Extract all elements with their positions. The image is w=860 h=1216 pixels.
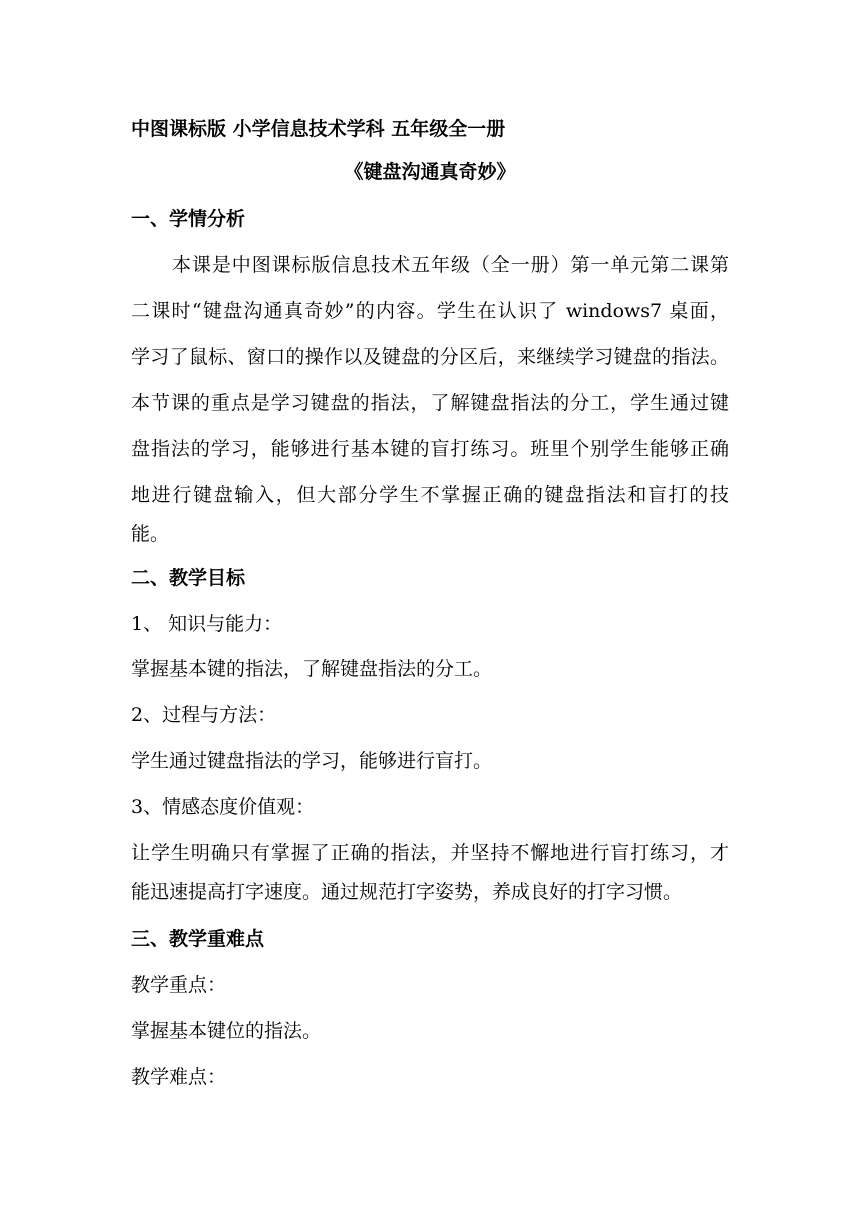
paragraph-line: 地进行键盘输入，但大部分学生不掌握正确的键盘指法和盲打的技: [131, 484, 729, 506]
goal-text-emotion-line: 能迅速提高打字速度。通过规范打字姿势，养成良好的打字习惯。: [131, 881, 683, 903]
paragraph-line: 二课时“键盘沟通真奇妙”的内容。学生在认识了 windows7 桌面，: [131, 300, 729, 322]
focus-label: 教学重点：: [131, 974, 227, 996]
paragraph-line: 本课是中图课标版信息技术五年级（全一册）第一单元第二课第: [172, 254, 729, 276]
document-title: 《键盘沟通真奇妙》: [344, 161, 516, 183]
section-heading-teaching-goals: 二、教学目标: [131, 567, 246, 589]
section-heading-learning-analysis: 一、学情分析: [131, 208, 246, 230]
section-heading-key-points: 三、教学重难点: [131, 928, 265, 950]
goal-text-process: 学生通过键盘指法的学习，能够进行盲打。: [131, 750, 493, 772]
goal-label-knowledge: 1、 知识与能力：: [131, 613, 283, 635]
paragraph-line: 学习了鼠标、窗口的操作以及键盘的分区后，来继续学习键盘的指法。: [131, 346, 729, 368]
paragraph-line: 盘指法的学习，能够进行基本键的盲打练习。班里个别学生能够正确: [131, 438, 729, 460]
goal-label-emotion: 3、情感态度价值观：: [131, 796, 315, 818]
difficulty-label: 教学难点：: [131, 1066, 227, 1088]
goal-text-knowledge: 掌握基本键的指法，了解键盘指法的分工。: [131, 658, 493, 680]
paragraph-line: 能。: [131, 523, 170, 545]
document-header: 中图课标版 小学信息技术学科 五年级全一册: [131, 118, 506, 140]
paragraph-line: 本节课的重点是学习键盘的指法，了解键盘指法的分工，学生通过键: [131, 392, 729, 414]
goal-label-process: 2、过程与方法：: [131, 704, 277, 726]
goal-text-emotion-line: 让学生明确只有掌握了正确的指法，并坚持不懈地进行盲打练习，才: [131, 842, 729, 864]
focus-text: 掌握基本键位的指法。: [131, 1020, 322, 1042]
